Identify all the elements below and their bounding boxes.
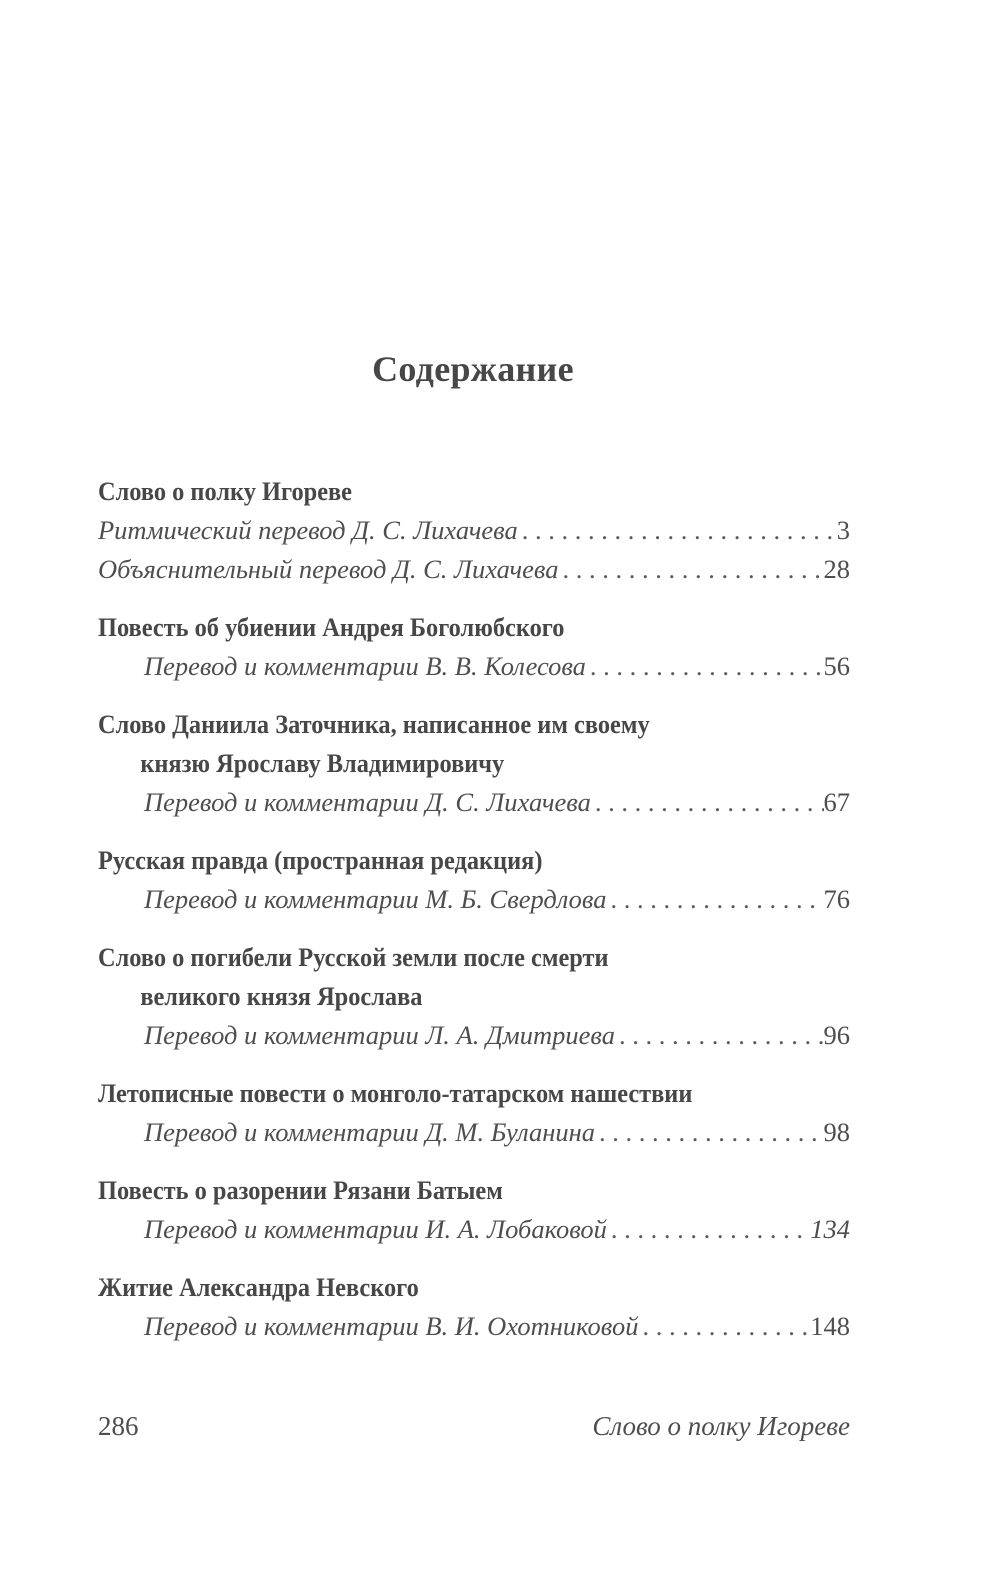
entry-label: Перевод и комментарии Д. М. Буланина [144, 1117, 596, 1147]
entry-page-number: 98 [823, 1117, 850, 1147]
toc-entry[interactable] [98, 880, 850, 919]
entry-page-number: 56 [823, 651, 850, 681]
section-title-line: Слово о полку Игореве [98, 476, 353, 506]
toc-entry[interactable] [98, 1113, 850, 1152]
section-title-line: Повесть об убиении Андрея Боголюбского [98, 612, 565, 642]
toc-section [98, 608, 850, 686]
entry-label: Перевод и комментарии Д. С. Лихачева [144, 787, 591, 817]
entry-label: Ритмический перевод Д. С. Лихачева [98, 515, 518, 545]
toc-entry[interactable] [98, 550, 850, 589]
section-title[interactable] [98, 1268, 790, 1307]
page-title: Содержание [372, 349, 574, 389]
toc-section [98, 938, 850, 1055]
entry-page-number: 3 [836, 515, 850, 545]
entry-label: Перевод и комментарии В. И. Охотниковой [144, 1311, 639, 1341]
toc-section [98, 1074, 850, 1152]
page-number: 286 [98, 1411, 139, 1441]
toc-entry[interactable] [98, 647, 850, 686]
section-title[interactable] [98, 1074, 790, 1113]
entry-page-number: 148 [810, 1311, 850, 1341]
toc-section [98, 1171, 850, 1249]
section-title-line: Слово о погибели Русской земли после смерти [98, 942, 609, 972]
toc-entry[interactable] [98, 783, 850, 822]
page-footer [98, 1406, 850, 1446]
section-title[interactable] [98, 472, 790, 511]
section-title-line: Слово Даниила Заточника, написанное им своему [98, 709, 650, 739]
running-head: Слово о полку Игореве [592, 1411, 850, 1441]
toc-section [98, 841, 850, 919]
dot-leader [606, 880, 823, 919]
entry-label: Объяснительный перевод Д. С. Лихачева [98, 554, 559, 584]
entry-page-number: 67 [823, 787, 850, 817]
section-title[interactable] [98, 705, 790, 783]
dot-leader [586, 647, 824, 686]
table-of-contents [98, 472, 850, 1365]
section-title-line: Русская правда (пространная редакция) [98, 845, 543, 875]
toc-entry[interactable] [98, 1016, 850, 1055]
dot-leader [559, 550, 824, 589]
dot-leader [607, 1210, 810, 1249]
toc-entry[interactable] [98, 511, 850, 550]
toc-entry[interactable] [98, 1210, 850, 1249]
section-title[interactable] [98, 938, 790, 1016]
entry-label: Перевод и комментарии В. В. Колесова [144, 651, 586, 681]
section-title-line: Летописные повести о монголо-татарском нашествии [98, 1078, 693, 1108]
entry-page-number: 96 [823, 1020, 850, 1050]
section-title-line: великого князя Ярослава [140, 981, 423, 1011]
entry-label: Перевод и комментарии М. Б. Свердлова [144, 884, 607, 914]
toc-section [98, 1268, 850, 1346]
entry-label: Перевод и комментарии Л. А. Дмитриева [144, 1020, 615, 1050]
toc-section [98, 472, 850, 589]
entry-page-number: 76 [823, 884, 850, 914]
dot-leader [591, 783, 824, 822]
section-title[interactable] [98, 608, 790, 647]
section-title[interactable] [98, 1171, 790, 1210]
entry-page-number: 28 [823, 554, 850, 584]
section-title[interactable] [98, 841, 790, 880]
dot-leader [638, 1307, 810, 1346]
toc-section [98, 705, 850, 822]
section-title-line: Житие Александра Невского [98, 1272, 419, 1302]
dot-leader [595, 1113, 823, 1152]
section-title-line: князю Ярославу Владимировичу [140, 748, 505, 778]
dot-leader [615, 1016, 824, 1055]
section-title-line: Повесть о разорении Рязани Батыем [98, 1175, 503, 1205]
dot-leader [518, 511, 837, 550]
entry-page-number: 134 [810, 1214, 850, 1244]
entry-label: Перевод и комментарии И. А. Лобаковой [144, 1214, 607, 1244]
toc-entry[interactable] [98, 1307, 850, 1346]
